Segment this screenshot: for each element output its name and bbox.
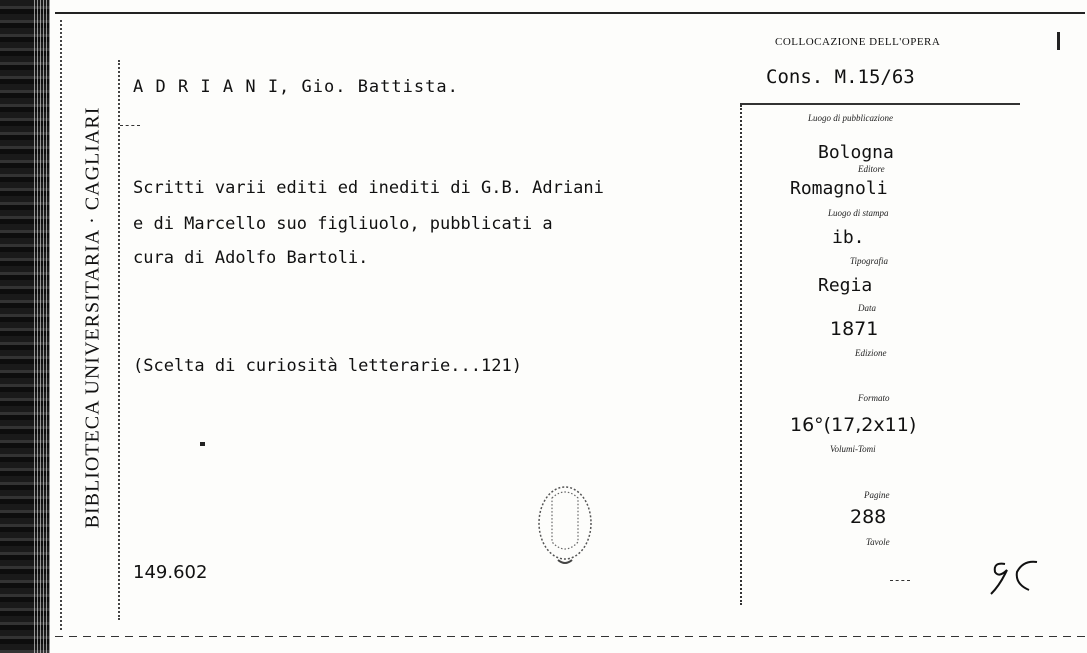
- tipografia-label: Tipografia: [850, 256, 889, 266]
- collocazione-value: Cons. M.15/63: [766, 66, 915, 88]
- data-value: 1871: [830, 318, 879, 340]
- volumi-label: Volumi-Tomi: [830, 444, 876, 454]
- left-margin-line: [60, 20, 62, 630]
- library-stamp-text: BIBLIOTECA UNIVERSITARIA · CAGLIARI: [81, 106, 104, 528]
- collocazione-label: COLLOCAZIONE DELL'OPERA: [775, 36, 941, 48]
- formato-label: Formato: [858, 393, 890, 403]
- luogo-stampa-label: Luogo di stampa: [828, 208, 889, 218]
- handwritten-signature: [985, 552, 1045, 602]
- editore-label: Editore: [858, 164, 885, 174]
- data-label: Data: [858, 303, 876, 313]
- pagine-value: 288: [850, 506, 887, 528]
- series-note: (Scelta di curiosità letterarie...121): [133, 356, 522, 376]
- corner-mark: [1057, 32, 1060, 50]
- edizione-label: Edizione: [855, 348, 887, 358]
- title-line-1: Scritti varii editi ed inediti di G.B. Adriani: [133, 178, 604, 198]
- luogo-pubblicazione-label: Luogo di pubblicazione: [808, 113, 893, 123]
- card-edge-scan-strip: [0, 0, 50, 653]
- right-column-divider: [740, 105, 744, 605]
- title-line-3: cura di Adolfo Bartoli.: [133, 248, 369, 268]
- right-header-rule: [740, 103, 1020, 105]
- tick-mark: [120, 125, 140, 126]
- inventory-number: 149.602: [133, 562, 208, 583]
- luogo-pubblicazione-value: Bologna: [818, 142, 894, 163]
- tipografia-value: Regia: [818, 275, 873, 296]
- tick-mark-right: [890, 580, 910, 581]
- library-stamp: [78, 72, 108, 562]
- formato-value: 16°(17,2x11): [790, 414, 917, 436]
- bottom-border: [55, 636, 1085, 637]
- title-line-2: e di Marcello suo figliuolo, pubblicati a: [133, 214, 553, 234]
- author-heading: A D R I A N I, Gio. Battista.: [133, 77, 459, 97]
- luogo-stampa-value: ib.: [832, 227, 865, 248]
- tavole-label: Tavole: [866, 537, 890, 547]
- top-border: [55, 12, 1085, 14]
- editore-value: Romagnoli: [790, 178, 888, 199]
- ink-dot: [200, 442, 205, 446]
- pagine-label: Pagine: [864, 490, 890, 500]
- library-seal-stamp: [530, 478, 600, 568]
- inner-margin-line: [118, 60, 120, 620]
